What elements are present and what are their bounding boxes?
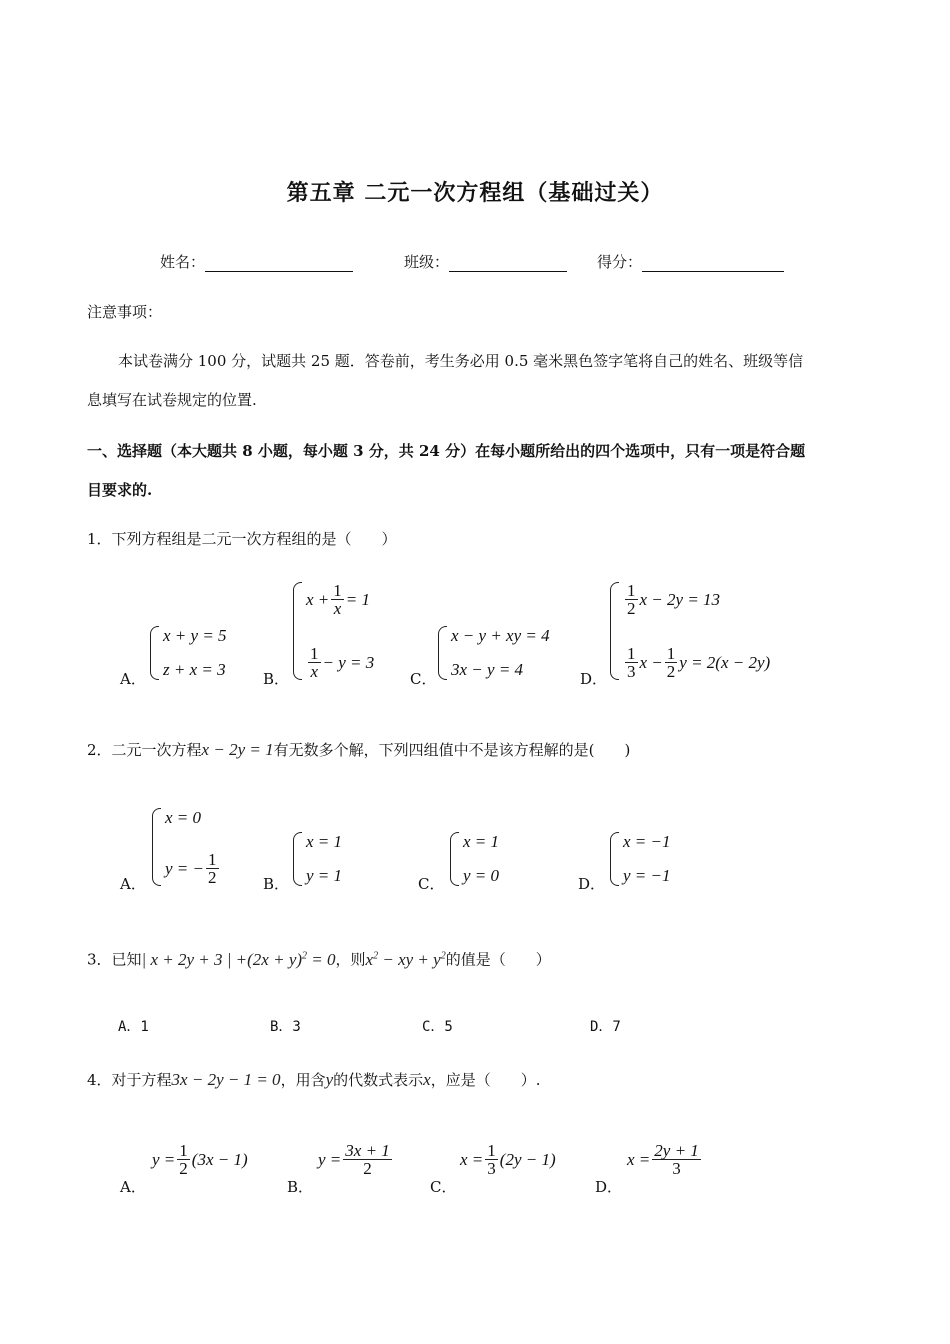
q2-a-eq2: y = − $\frac{1}{2}$ [165,850,217,887]
q3-option-b[interactable]: B．3 [270,1019,301,1035]
class-blank[interactable] [449,257,567,272]
q2-option-c[interactable] [450,832,499,886]
q4-option-d-label[interactable]: D． [595,1178,623,1196]
q1-option-c[interactable] [438,626,550,680]
notes-line1: 本试卷满分 100 分，试题共 25 题．答卷前，考生务必用 0.5 毫米黑色签字笔将自己的姓名、班级等信 [118,352,804,370]
score-blank[interactable] [642,257,784,272]
q1-c-eq1: x − y + xy = 4 [451,626,550,645]
score-field[interactable] [597,251,784,272]
q2-d-eq1: x = −1 [623,832,671,851]
brace-icon [438,626,447,680]
q1-option-d-label[interactable]: D． [580,670,608,688]
q2-b-eq1: x = 1 [306,832,343,851]
score-label: 得分： [597,253,643,271]
brace-icon [150,626,159,680]
q1-option-d[interactable] [610,582,770,680]
q1-option-b[interactable] [293,582,374,680]
q2-option-d-label[interactable]: D． [578,875,606,893]
q2-c-eq1: x = 1 [463,832,500,851]
q3-option-a[interactable]: A．1 [118,1019,149,1035]
q1-stem: 1．下列方程组是二元一次方程组的是（ ） [87,530,397,548]
q3-stem: 3．已知| x + 2y + 3 | $+(2x + y)^2 = 0$，则$x^2$ − xy + $y^2$的值是（ ） [87,949,551,969]
class-label: 班级： [404,253,450,271]
brace-icon [610,582,619,680]
q2-option-a-label[interactable]: A． [120,875,146,893]
q4-option-b-label[interactable]: B． [287,1178,314,1196]
q1-option-c-label[interactable]: C． [410,670,437,688]
q1-option-a-label[interactable]: A． [120,670,146,688]
q4-option-a-label[interactable]: A． [120,1178,146,1196]
notes-line2: 息填写在试卷规定的位置. [87,391,257,409]
brace-icon [293,832,302,886]
q1-c-eq2: 3x − y = 4 [451,660,524,679]
q2-option-a[interactable] [152,808,221,886]
brace-icon [152,808,161,886]
q2-option-d[interactable] [610,832,671,886]
q2-option-b-label[interactable]: B． [263,875,290,893]
q1-option-a[interactable] [150,626,227,680]
q2-stem: 2．二元一次方程x − 2y = 1有无数多个解，下列四组值中不是该方程解的是( ) [87,740,631,759]
q2-a-eq1: x = 0 [165,808,202,827]
page-title: 第五章 二元一次方程组（基础过关） [286,180,664,206]
q4-option-b[interactable]: y = $\frac{3x + 1}{2}$ [318,1141,390,1178]
name-label: 姓名： [160,253,206,271]
q1-b-eq2: $\frac{1}{x}$ − y = 3 [310,644,375,681]
section1-line2: 目要求的. [87,481,153,499]
q4-option-a[interactable]: y = $\frac{1}{2}$ (3x − 1) [152,1141,248,1178]
q4-option-d[interactable]: x = $\frac{2y + 1}{3}$ [627,1141,699,1178]
q1-a-eq2: z + x = 3 [163,660,226,679]
q4-equation: 3x − 2y − 1 = 0 [171,1070,281,1089]
name-blank[interactable] [205,257,353,272]
q2-b-eq2: y = 1 [306,866,343,885]
q3-condition: | x + 2y + 3 | $+(2x + y)^2 = 0$ [141,949,336,969]
q3-option-c[interactable]: C．5 [422,1019,453,1035]
q4-option-c-label[interactable]: C． [430,1178,457,1196]
q1-d-eq1: $\frac{1}{2}$ x − 2y = 13 [627,581,721,618]
q3-expression: $x^2$ − xy + $y^2$ [365,949,446,969]
q2-option-b[interactable] [293,832,342,886]
q1-a-eq1: x + y = 5 [163,626,227,645]
notes-heading: 注意事项： [87,303,163,321]
section1-line1: 一、选择题（本大题共 8 小题，每小题 3 分，共 24 分）在每小题所给出的四个选项中，只有一项是符合题 [87,442,806,460]
brace-icon [450,832,459,886]
q2-option-c-label[interactable]: C． [418,875,445,893]
q1-b-eq1: x + $\frac{1}{x}$ = 1 [306,581,371,618]
brace-icon [293,582,302,680]
q2-c-eq2: y = 0 [463,866,500,885]
class-field[interactable] [404,251,567,272]
name-field[interactable] [160,251,353,272]
q1-option-b-label[interactable]: B． [263,670,290,688]
q3-option-d[interactable]: D．7 [590,1019,621,1035]
q2-d-eq2: y = −1 [623,866,671,885]
q2-equation: x − 2y = 1 [201,740,274,759]
brace-icon [610,832,619,886]
q4-option-c[interactable]: x = $\frac{1}{3}$ (2y − 1) [460,1141,556,1178]
q4-stem: 4．对于方程3x − 2y − 1 = 0，用含y的代数式表示x，应是（ ）. [87,1070,541,1089]
q1-d-eq2: $\frac{1}{3}$ x − $\frac{1}{2}$ y = 2(x − 2y) [627,644,771,681]
